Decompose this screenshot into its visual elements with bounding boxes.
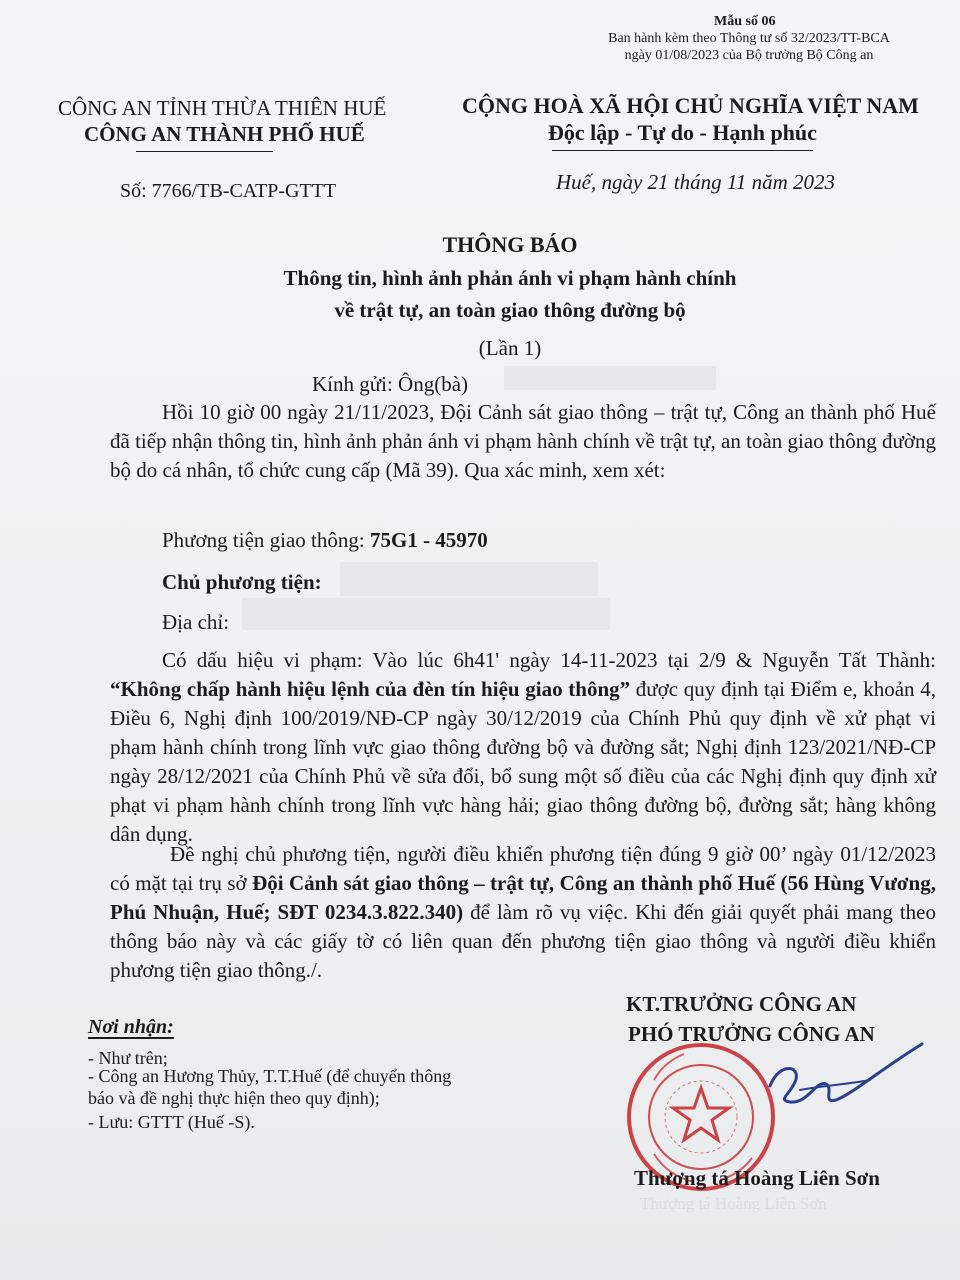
request-paragraph xyxy=(110,840,936,985)
document-subtitle-2: về trật tự, an toàn giao thông đường bộ xyxy=(334,298,686,322)
violation-paragraph xyxy=(110,646,936,849)
intro-paragraph: Hồi 10 giờ 00 ngày 21/11/2023, Đội Cảnh sát giao thông – trật tự, Công an thành phố Huế đã tiếp nhận thông tin, hình ảnh phản ánh vi phạm hành chính về trật tự, an toàn giao thông đường bộ do cá nhân, tổ chức cung cấp (Mã 39). Qua xác minh, xem xét: xyxy=(110,400,936,482)
national-motto-text: Độc lập - Tự do - Hạnh phúc xyxy=(548,120,817,145)
recipient-item: - Công an Hương Thủy, T.T.Huế (để chuyển thông xyxy=(88,1066,452,1086)
signature-authority: KT.TRƯỞNG CÔNG AN xyxy=(626,992,857,1016)
recipient-item: báo và đề nghị thực hiện theo quy định); xyxy=(88,1088,380,1108)
redacted-address xyxy=(242,598,610,630)
request-lead: Đề nghị chủ phương tiện, người điều khiển phương tiện đúng 9 giờ 00’ ngày 01/12/2023 có mặt tại trụ sở xyxy=(110,842,936,895)
signer-name: Thượng tá Hoàng Liên Sơn xyxy=(634,1166,880,1190)
parent-organization: CÔNG AN TỈNH THỪA THIÊN HUẾ xyxy=(58,96,387,120)
document-number: Số: 7766/TB-CATP-GTTT xyxy=(120,180,337,202)
bleed-through-text: Thượng tá Hoàng Liên Sơn xyxy=(640,1194,827,1213)
vehicle-label: Phương tiện giao thông: xyxy=(162,528,370,552)
violation-offense: “Không chấp hành hiệu lệnh của đèn tín hiệu giao thông” xyxy=(110,677,631,701)
handwritten-signature xyxy=(760,1040,930,1150)
issuing-unit xyxy=(84,122,365,147)
place-date: Huế, ngày 21 tháng 11 năm 2023 xyxy=(556,170,835,194)
recipient-label: Kính gửi: Ông(bà) xyxy=(312,372,469,396)
recipient-item: - Như trên; xyxy=(88,1048,168,1068)
violation-lead: Có dấu hiệu vi phạm: Vào lúc 6h41' ngày 14-11-2023 tại 2/9 & Nguyễn Tất Thành: xyxy=(162,648,936,672)
owner-label: Chủ phương tiện: xyxy=(162,570,322,594)
form-number: Mẫu số 06 xyxy=(714,14,776,29)
recipient-line xyxy=(312,372,468,397)
national-title: CỘNG HOÀ XÃ HỘI CHỦ NGHĨA VIỆT NAM xyxy=(462,93,919,118)
issuance-note xyxy=(594,30,904,64)
recipients-label: Nơi nhận: xyxy=(88,1016,174,1038)
redacted-owner xyxy=(340,562,598,596)
national-motto xyxy=(548,120,817,146)
address-label: Địa chỉ: xyxy=(162,610,230,634)
signature-position: PHÓ TRƯỞNG CÔNG AN xyxy=(628,1022,875,1046)
owner-field xyxy=(162,570,322,595)
issuing-unit-text: CÔNG AN THÀNH PHỐ HUẾ xyxy=(84,122,365,146)
notice-count: (Lần 1) xyxy=(478,336,542,360)
issuance-line-2: ngày 01/08/2023 của Bộ trưởng Bộ Công an xyxy=(624,48,874,63)
vehicle-plate: 75G1 - 45970 xyxy=(369,528,488,552)
document-subtitle-1: Thông tin, hình ảnh phản ánh vi phạm hành chính xyxy=(283,266,737,290)
recipient-item: - Lưu: GTTT (Huế -S). xyxy=(88,1112,255,1132)
issuance-line-1: Ban hành kèm theo Thông tư số 32/2023/TT-BCA xyxy=(608,31,890,46)
request-place: Đội Cảnh sát giao thông – trật tự, Công an thành phố Huế (56 Hùng Vương, Phú Nhuận, Huế; SĐT 0234.3.822.340) xyxy=(110,871,936,924)
vehicle-field xyxy=(162,528,488,553)
document-title: THÔNG BÁO xyxy=(442,232,578,257)
request-rest: để làm rõ vụ việc. Khi đến giải quyết phải mang theo thông báo này và các giấy tờ có liên quan đến phương tiện giao thông và người điều khiển phương tiện giao thông./. xyxy=(110,900,937,982)
violation-legal-basis: được quy định tại Điểm e, khoản 4, Điều 6, Nghị định 100/2019/NĐ-CP ngày 30/12/2019 của Chính Phủ quy định về xử phạt vi phạm hành chính trong lĩnh vực giao thông đường bộ và đường sắt; Nghị định 123/2021/NĐ-CP ngày 28/12/2021 của Chính Phủ về sửa đổi, bổ sung một số điều của các Nghị định quy định xử phạt vi phạm hành chính trong lĩnh vực hàng hải; giao thông đường bộ, đường sắt; hàng không dân dụng. xyxy=(110,677,936,846)
address-field xyxy=(162,610,229,635)
redacted-recipient-name xyxy=(504,366,716,390)
